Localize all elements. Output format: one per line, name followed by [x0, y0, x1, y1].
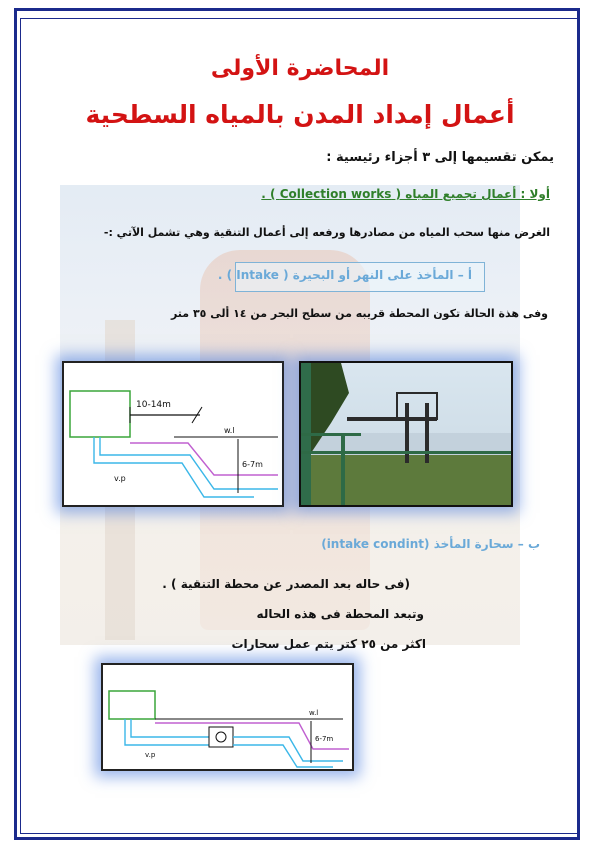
photo-rail-post — [341, 433, 345, 505]
pipe-label: v.p — [145, 751, 156, 759]
subsection-b-heading: ب – سحارة المأخذ (intake condint) — [321, 537, 540, 551]
lecture-subtitle: أعمال إمداد المدن بالمياه السطحية — [85, 100, 515, 129]
far-source-line-2: وتبعد المحطة فى هذه الحاله — [256, 607, 424, 621]
photo-rail-mid — [301, 451, 511, 454]
intro-text: يمكن تقسيمها إلى ٣ أجزاء رئيسية : — [326, 150, 554, 165]
intake-conduit-diagram-svg — [103, 665, 352, 769]
purpose-text: الغرض منها سحب المياه من مصادرها ورفعه إلى أعمال التنقية وهي تشمل الآتي :- — [103, 226, 550, 239]
suction-pipe-blue-2 — [94, 437, 254, 497]
depth-label: 6-7m — [315, 735, 334, 743]
lecture-title: المحاضرة الأولى — [210, 56, 390, 81]
distance-label: 10-14m — [136, 400, 171, 410]
section-1-heading: أولا : أعمال تجميع المياه ( Collection works ) . — [261, 187, 550, 201]
intake-photo — [299, 361, 513, 507]
intake-pipe-purple — [130, 443, 278, 475]
intake-diagram-1 — [62, 361, 284, 507]
intake-conduit-diagram — [101, 663, 354, 771]
water-level-label: w.l — [224, 426, 235, 435]
station-box — [70, 391, 130, 437]
subsection-a-heading: أ – المأخذ على النهر أو البحيرة ( Intake ) . — [217, 268, 472, 282]
case-text: وفى هذة الحالة تكون المحطة قريبه من سطح البحر من ١٤ ألى ٣٥ متر — [170, 307, 548, 320]
water-level-label: w.l — [309, 709, 319, 717]
pipe-label: v.p — [114, 474, 126, 483]
suction-pipe-blue-1 — [131, 719, 209, 737]
intake-photo-svg — [301, 363, 511, 505]
far-source-line-1: (فى حاله بعد المصدر عن محطة التنقية ) . — [162, 577, 410, 591]
intake-diagram-1-svg — [64, 363, 282, 505]
depth-label: 6-7m — [242, 460, 263, 469]
photo-rail-top — [301, 433, 361, 436]
far-source-line-3: اكثر من ٢٥ كتر يتم عمل سحارات — [231, 637, 426, 651]
conduit-pipe-blue-2 — [233, 745, 333, 767]
station-box — [109, 691, 155, 719]
conduit-chamber — [209, 727, 233, 747]
